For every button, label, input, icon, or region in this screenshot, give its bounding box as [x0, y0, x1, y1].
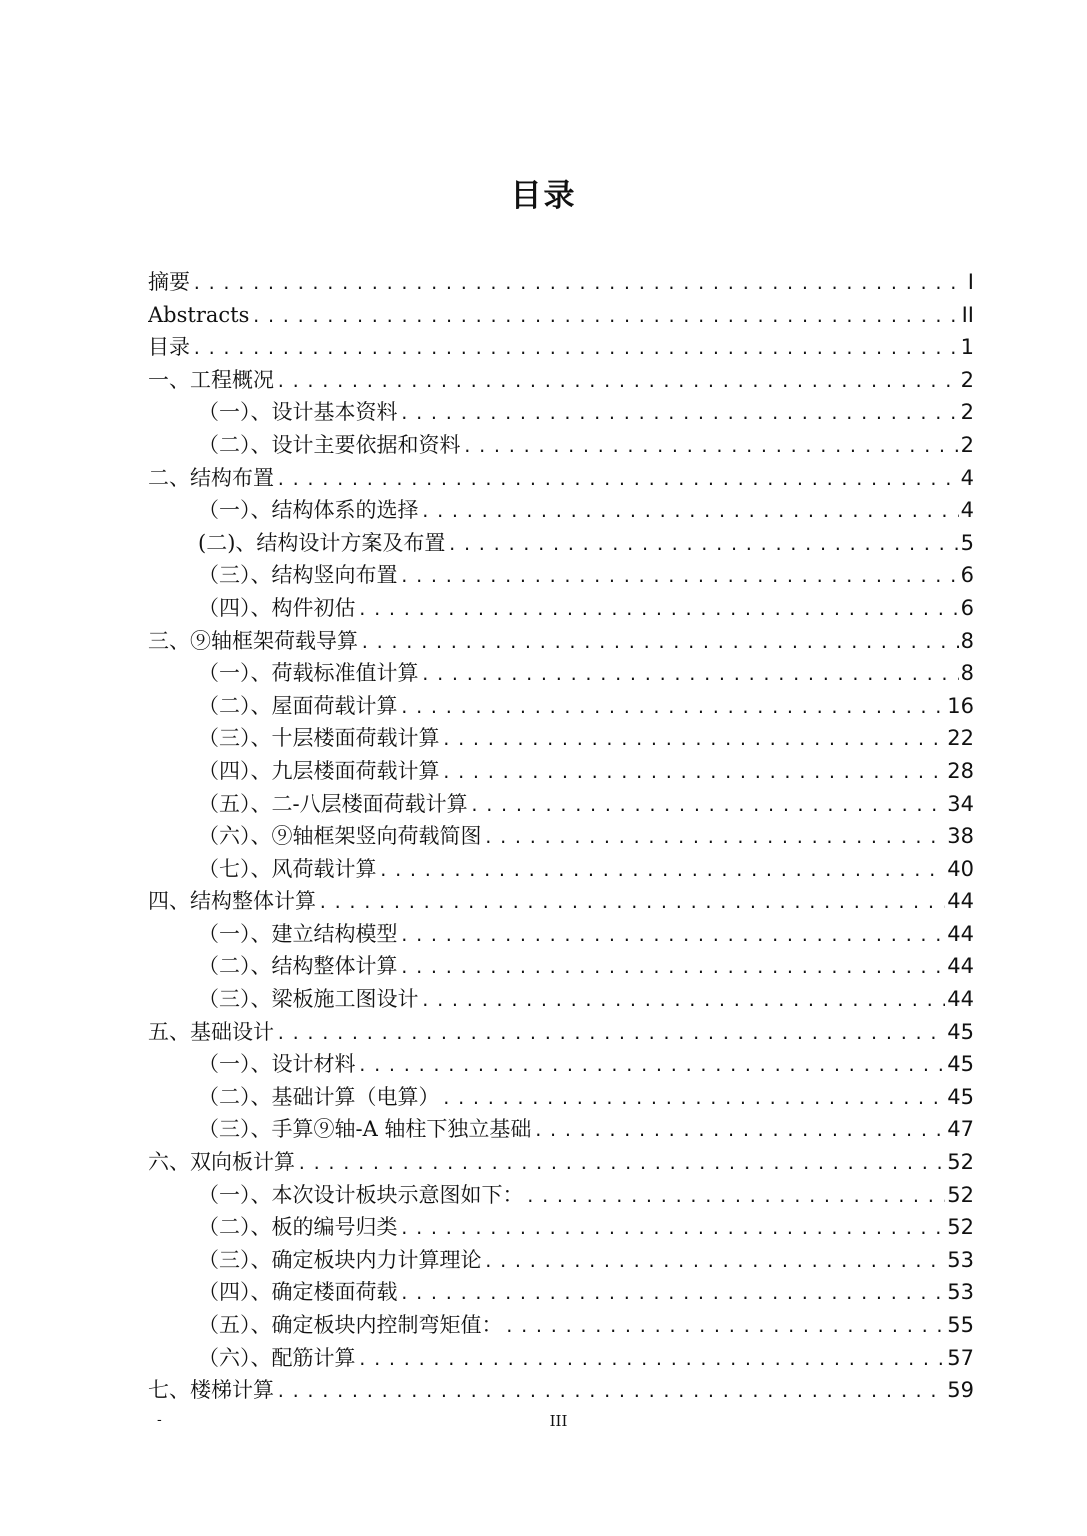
toc-dot-leader: [276, 1018, 945, 1049]
toc-entry-page-number: 16: [947, 693, 974, 718]
toc-entry[interactable]: [148, 527, 974, 560]
toc-dot-leader: [470, 790, 946, 821]
toc-entry-label: （五）、二-八层楼面荷载计算: [198, 791, 468, 816]
toc-dot-leader: [400, 1213, 946, 1244]
toc-entry-page-number: 2: [960, 367, 974, 392]
toc-entry-label: （一）、设计基本资料: [198, 400, 398, 425]
toc-dot-leader: [463, 431, 959, 462]
toc-entry[interactable]: [148, 657, 974, 690]
toc-entry-page-number: 57: [947, 1345, 974, 1370]
toc-entry[interactable]: [148, 1211, 974, 1244]
toc-entry[interactable]: [148, 820, 974, 853]
toc-dot-leader: [400, 561, 959, 592]
page-title: 目录: [510, 178, 577, 214]
toc-entry-label: Abstracts: [148, 302, 250, 327]
toc-dot-leader: [484, 1246, 946, 1277]
toc-entry[interactable]: [148, 462, 974, 495]
toc-entry[interactable]: [148, 755, 974, 788]
toc-entry-label: 六、双向板计算: [148, 1150, 295, 1175]
toc-entry-label: （三）、十层楼面荷载计算: [198, 726, 440, 751]
toc-entry-page-number: 52: [947, 1182, 974, 1207]
toc-entry-page-number: 52: [947, 1215, 974, 1240]
toc-entry[interactable]: [148, 788, 974, 821]
toc-entry[interactable]: [148, 1179, 974, 1212]
toc-entry[interactable]: [148, 983, 974, 1016]
toc-dot-leader: [358, 1344, 946, 1375]
toc-entry-label: （六）、配筋计算: [198, 1345, 356, 1370]
toc-dot-leader: [400, 398, 959, 429]
toc-entry[interactable]: [148, 266, 974, 299]
toc-dot-leader: [276, 1376, 945, 1407]
toc-dot-leader: [358, 594, 959, 625]
toc-entry-page-number: 44: [947, 921, 974, 946]
toc-entry-label: （一）、设计材料: [198, 1052, 356, 1077]
toc-dot-leader: [442, 724, 946, 755]
toc-dot-leader: [360, 627, 959, 658]
footer-page-number: III: [549, 1412, 568, 1430]
toc-dot-leader: [400, 692, 946, 723]
toc-entry-page-number: I: [967, 270, 974, 294]
toc-entry[interactable]: [148, 396, 974, 429]
toc-entry-page-number: 4: [960, 465, 974, 490]
toc-entry[interactable]: [148, 625, 974, 658]
toc-entry-page-number: 34: [947, 791, 974, 816]
toc-dot-leader: [251, 301, 959, 332]
toc-dot-leader: [400, 1278, 946, 1309]
toc-entry-label: （七）、风荷载计算: [198, 856, 377, 881]
toc-entry-page-number: 6: [960, 595, 974, 620]
toc-dot-leader: [379, 855, 946, 886]
toc-entry[interactable]: [148, 918, 974, 951]
toc-entry-label: （四）、构件初估: [198, 595, 356, 620]
toc-entry[interactable]: [148, 494, 974, 527]
toc-entry-page-number: 1: [960, 335, 974, 360]
toc-entry[interactable]: [148, 1244, 974, 1277]
toc-entry-label: （三）、结构竖向布置: [198, 563, 398, 588]
toc-dot-leader: [447, 529, 958, 560]
toc-dot-leader: [526, 1181, 946, 1212]
toc-entry-page-number: 45: [947, 1019, 974, 1044]
toc-entry-label: （三）、确定板块内力计算理论: [198, 1247, 482, 1272]
toc-entry-label: （二）、板的编号归类: [198, 1215, 398, 1240]
toc-entry-page-number: II: [961, 302, 974, 327]
toc-entry-label: （三）、手算⑨轴-A 轴柱下独立基础: [198, 1117, 532, 1142]
toc-entry-page-number: 8: [960, 661, 974, 686]
toc-entry-label: 一、工程概况: [148, 367, 274, 392]
toc-entry-label: 二、结构布置: [148, 465, 274, 490]
toc-dot-leader: [484, 822, 946, 853]
toc-entry-label: （二）、设计主要依据和资料: [198, 432, 461, 457]
toc-dot-leader: [297, 1148, 945, 1179]
toc-entry[interactable]: [148, 1016, 974, 1049]
toc-entry[interactable]: [148, 364, 974, 397]
toc-entry[interactable]: [148, 1309, 974, 1342]
toc-entry-page-number: 22: [947, 726, 974, 751]
toc-entry[interactable]: [148, 592, 974, 625]
toc-entry-page-number: 59: [947, 1378, 974, 1403]
toc-entry[interactable]: [148, 1113, 974, 1146]
toc-dot-leader: [533, 1115, 945, 1146]
toc-dot-leader: [192, 333, 959, 364]
toc-entry-label: 摘要: [148, 270, 190, 294]
toc-entry-label: （三）、梁板施工图设计: [198, 987, 419, 1012]
toc-entry-page-number: 28: [947, 758, 974, 783]
toc-entry-page-number: 6: [960, 563, 974, 588]
toc-dot-leader: [400, 920, 946, 951]
toc-entry[interactable]: [148, 1374, 974, 1407]
toc-entry-label: （二）、基础计算（电算）: [198, 1084, 440, 1109]
toc-entry[interactable]: [148, 1048, 974, 1081]
toc-entry-page-number: 2: [960, 400, 974, 425]
toc-entry-label: （五）、确定板块内控制弯矩值：: [198, 1313, 503, 1337]
toc-dot-leader: [276, 464, 959, 495]
toc-entry[interactable]: [148, 885, 974, 918]
toc-dot-leader: [358, 1050, 946, 1081]
toc-entry-page-number: 38: [947, 824, 974, 849]
toc-entry-label: （一）、建立结构模型: [198, 921, 398, 946]
toc-entry[interactable]: [148, 331, 974, 364]
toc-entry[interactable]: [148, 690, 974, 723]
toc-entry-label: （一）、结构体系的选择: [198, 498, 419, 523]
toc-entry-page-number: 4: [960, 498, 974, 523]
toc-entry-label: 五、基础设计: [148, 1019, 274, 1044]
toc-entry-page-number: 44: [947, 954, 974, 979]
toc-entry-page-number: 47: [947, 1117, 974, 1142]
toc-entry-label: （四）、确定楼面荷载: [198, 1280, 398, 1305]
toc-dot-leader: [505, 1311, 946, 1342]
toc-list: [148, 266, 974, 1407]
toc-entry-label: （二）、屋面荷载计算: [198, 693, 398, 718]
toc-dot-leader: [442, 1083, 946, 1114]
toc-dot-leader: [400, 952, 946, 983]
toc-entry-label: (二)、结构设计方案及布置: [198, 530, 446, 555]
toc-dot-leader: [421, 985, 946, 1016]
toc-entry[interactable]: [148, 299, 974, 332]
toc-entry-label: 三、⑨轴框架荷载导算: [148, 628, 358, 653]
toc-entry-page-number: 45: [947, 1084, 974, 1109]
toc-entry-page-number: 44: [947, 987, 974, 1012]
toc-entry-page-number: 53: [947, 1247, 974, 1272]
toc-dot-leader: [276, 366, 959, 397]
toc-entry[interactable]: [148, 1276, 974, 1309]
toc-entry-page-number: 53: [947, 1280, 974, 1305]
toc-entry-label: （一）、荷载标准值计算: [198, 661, 419, 686]
toc-dot-leader: [421, 659, 959, 690]
toc-entry[interactable]: [148, 1146, 974, 1179]
toc-entry-page-number: 8: [960, 628, 974, 653]
toc-entry[interactable]: [148, 853, 974, 886]
toc-entry-page-number: 2: [960, 432, 974, 457]
toc-entry-label: 七、楼梯计算: [148, 1378, 274, 1403]
toc-entry-label: 目录: [148, 335, 190, 360]
toc-dot-leader: [318, 887, 945, 918]
toc-entry-label: （四）、九层楼面荷载计算: [198, 758, 440, 783]
toc-entry[interactable]: [148, 1081, 974, 1114]
toc-entry[interactable]: [148, 950, 974, 983]
footer-mark: -: [157, 1412, 162, 1428]
toc-entry-label: （二）、结构整体计算: [198, 954, 398, 979]
toc-dot-leader: [442, 757, 946, 788]
toc-entry[interactable]: [148, 429, 974, 462]
toc-entry-page-number: 44: [947, 889, 974, 914]
toc-entry-page-number: 40: [947, 856, 974, 881]
toc-entry-label: （六）、⑨轴框架竖向荷载简图: [198, 824, 482, 849]
toc-entry-label: 四、结构整体计算: [148, 889, 316, 914]
toc-entry[interactable]: [148, 1342, 974, 1375]
toc-entry-page-number: 45: [947, 1052, 974, 1077]
toc-entry-page-number: 52: [947, 1150, 974, 1175]
toc-entry[interactable]: [148, 722, 974, 755]
toc-entry[interactable]: [148, 559, 974, 592]
toc-dot-leader: [192, 268, 966, 299]
toc-entry-page-number: 55: [947, 1313, 974, 1337]
toc-entry-page-number: 5: [960, 530, 974, 555]
toc-entry-label: （一）、本次设计板块示意图如下：: [198, 1182, 524, 1207]
toc-dot-leader: [421, 496, 959, 527]
